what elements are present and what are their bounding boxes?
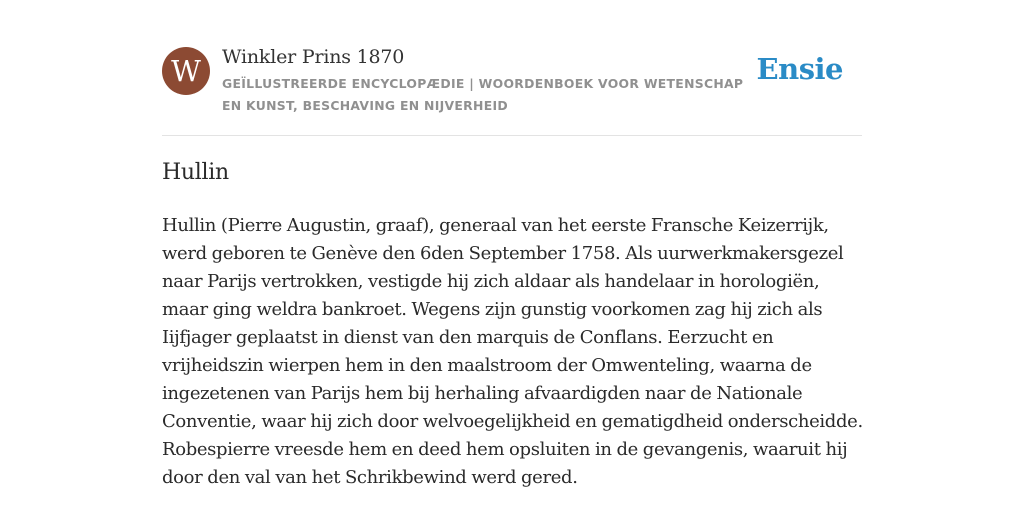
header xyxy=(162,44,862,136)
divider xyxy=(162,135,862,136)
brand-logo[interactable]: Ensie xyxy=(756,52,843,86)
entry-title: Hullin xyxy=(162,160,229,185)
avatar[interactable]: W xyxy=(162,47,210,95)
book-title[interactable]: Winkler Prins 1870 xyxy=(222,46,405,68)
entry-body: Hullin (Pierre Augustin, graaf), generaal van het eerste Fransche Keizerrijk, werd geboren te Genève den 6den September 1758. Als uurwerkmakersgezel naar Parijs vertrokken, vestigde hij zich aldaar als handelaar in horologiën, maar ging weldra bankroet. Wegens zijn gunstig voorkomen zag hij zich als Iijfjager geplaatst in dienst van den marquis de Conflans. Eerzucht en vrijheidszin wierpen hem in den maalstroom der Omwenteling, waarna de ingezetenen van Parijs hem bij herhaling afvaardigden naar de Nationale Conventie, waar hij zich door welvoegelijkheid en gematigdheid onderscheidde. Robespierre vreesde hem en deed hem opsluiten in de gevangenis, waaruit hij door den val van het Schrikbewind werd gered. xyxy=(162,215,863,488)
book-subtitle: GEÏLLUSTREERDE ENCYCLOPÆDIE | WOORDENBOEK VOOR WETENSCHAP EN KUNST, BESCHAVING EN NIJVERHEID xyxy=(222,76,744,113)
